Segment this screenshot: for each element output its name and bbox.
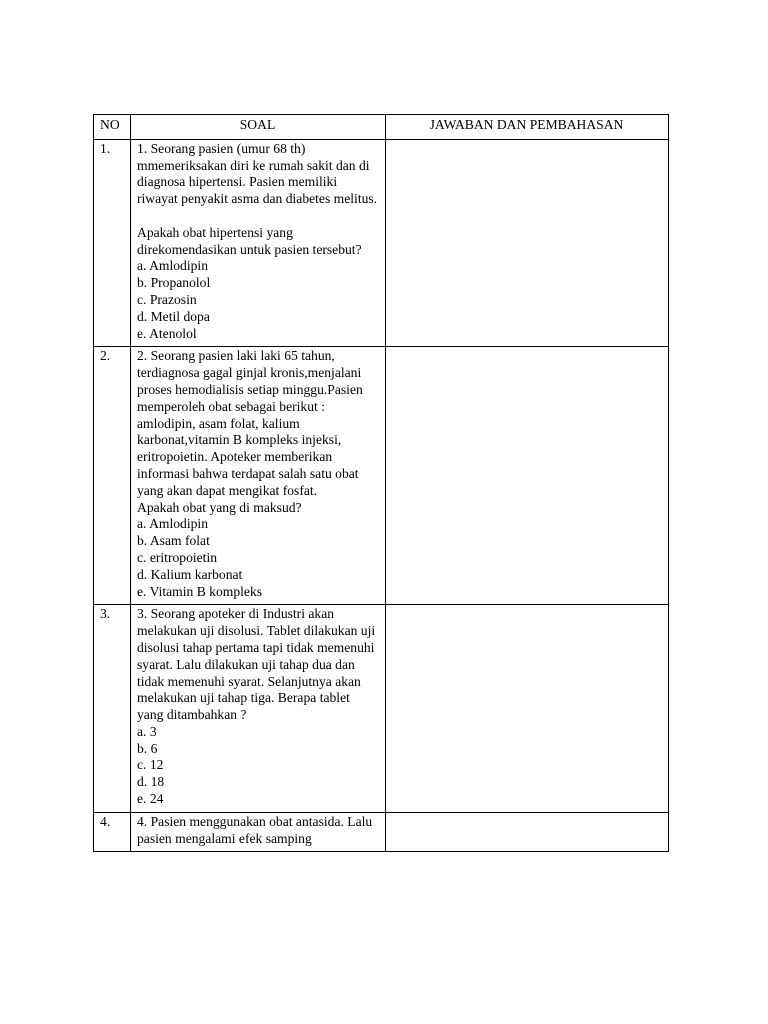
question-prompt: Apakah obat yang di maksud? [137,499,302,515]
question-cell [131,347,386,605]
option-b: b. Asam folat [137,533,210,549]
row-number: 2. [94,347,131,605]
option-b: b. 6 [137,740,158,756]
option-c: c. Prazosin [137,291,197,307]
question-text: 1. Seorang pasien (umur 68 th) mmemeriksakan diri ke rumah sakit dan di diagnosa hipertensi. Pasien memiliki riwayat penyakit asma dan diabetes melitus. [137,140,378,207]
row-number: 4. [94,812,131,852]
question-text: 3. Seorang apoteker di Industri akan melakukan uji disolusi. Tablet dilakukan uji disolusi tahap pertama tapi tidak memenuhi syarat. Lalu dilakukan uji tahap dua dan tidak memenuhi syarat. Selanjutnya akan melakukan uji tahap tiga. Berapa tablet yang ditambahkan ? [137,606,376,723]
row-number: 3. [94,605,131,813]
answer-cell [386,139,669,347]
option-e: e. Atenolol [137,325,197,341]
answer-cell [386,347,669,605]
paragraph-gap [137,208,378,225]
row-number: 1. [94,139,131,347]
question-text: 2. Seorang pasien laki laki 65 tahun, terdiagnosa gagal ginjal kronis,menjalani proses hemodialisis setiap minggu.Pasien memperoleh obat sebagai berikut : amlodipin, asam folat, kalium karbonat,vitamin B kompleks injeksi, eritropoietin. Apoteker memberikan informasi bahwa terdapat salah satu obat yang akan dapat mengikat fosfat. [137,348,363,498]
option-a: a. Amlodipin [137,258,208,274]
option-c: c. 12 [137,757,164,773]
answer-cell [386,812,669,852]
question-text: 4. Pasien menggunakan obat antasida. Lalu pasien mengalami efek samping [137,813,373,846]
option-e: e. 24 [137,791,164,807]
answer-cell [386,605,669,813]
table-row [94,605,669,813]
question-cell [131,139,386,347]
header-soal: SOAL [131,115,386,140]
table-row [94,812,669,852]
question-prompt: Apakah obat hipertensi yang direkomendasikan untuk pasien tersebut? [137,224,362,257]
table-row [94,139,669,347]
option-a: a. Amlodipin [137,516,208,532]
option-b: b. Propanolol [137,275,211,291]
header-no: NO [94,115,131,140]
table-header-row [94,115,669,140]
header-jawaban: JAWABAN DAN PEMBAHASAN [386,115,669,140]
option-d: d. 18 [137,774,165,790]
option-a: a. 3 [137,723,157,739]
option-c: c. eritropoietin [137,549,218,565]
table-row [94,347,669,605]
option-d: d. Kalium karbonat [137,566,243,582]
option-e: e. Vitamin B kompleks [137,583,263,599]
question-cell [131,605,386,813]
question-table [93,114,669,852]
option-d: d. Metil dopa [137,308,210,324]
question-cell [131,812,386,852]
